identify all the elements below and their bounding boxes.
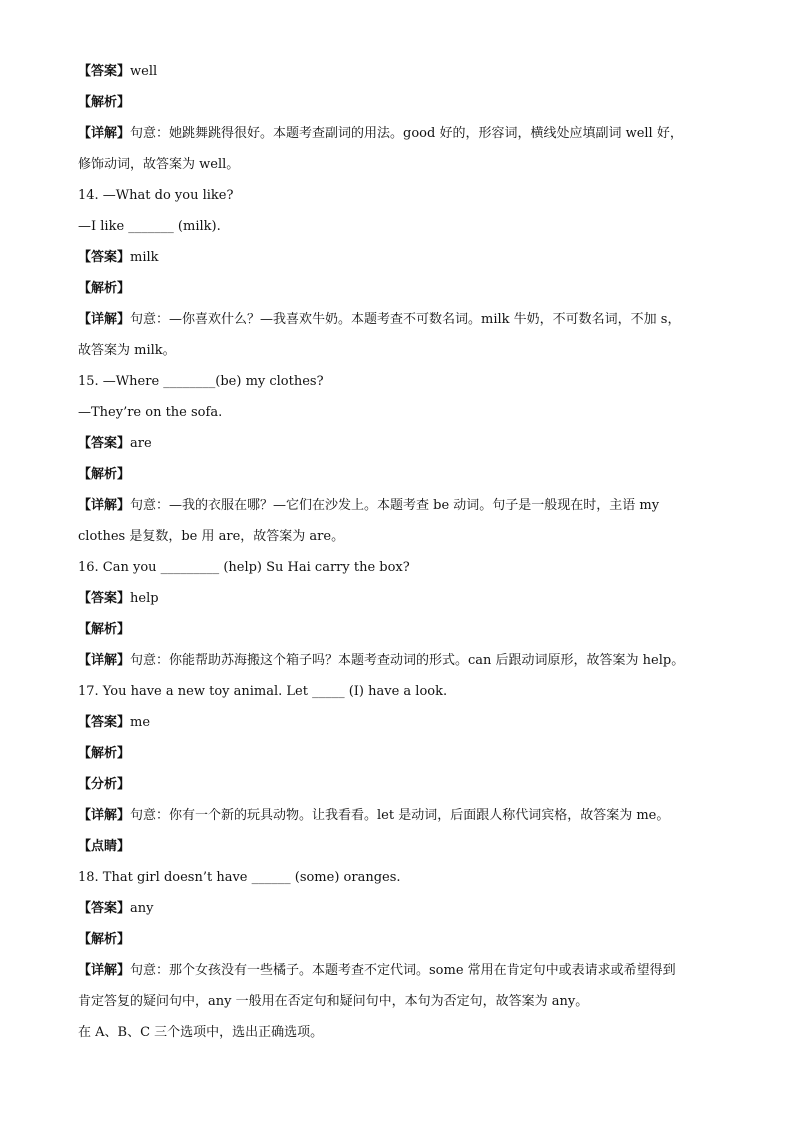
analysis-line (78, 742, 718, 773)
analysis-tag: 【解析】 (78, 95, 131, 110)
answer-text: any (130, 901, 154, 916)
question-text: 15. —Where ________(be) my clothes? (78, 374, 324, 389)
section-instruction-text: 在 A、B、C 三个选项中，选出正确选项。 (78, 1025, 324, 1040)
question-line (78, 215, 718, 246)
text-line (78, 153, 718, 184)
question-line (78, 401, 718, 432)
answer-tag: 【答案】 (78, 591, 131, 606)
answer-text: are (130, 436, 152, 451)
explanation-text: 句意：你能帮助苏海搬这个箱子吗？本题考查动词的形式。can 后跟动词原形，故答案为 help。 (130, 653, 685, 668)
question-line (78, 680, 718, 711)
explanation-line (78, 959, 718, 990)
analysis-tag: 【解析】 (78, 622, 131, 637)
explanation-line (78, 122, 718, 153)
answer-line (78, 587, 718, 618)
answer-line (78, 711, 718, 742)
question-text: —They’re on the sofa. (78, 405, 223, 420)
explanation-tag: 【详解】 (78, 963, 131, 978)
answer-text: me (130, 715, 151, 730)
analysis-tag: 【解析】 (78, 467, 131, 482)
key-point-line (78, 835, 718, 866)
explanation-tag: 【详解】 (78, 126, 131, 141)
explanation-line (78, 804, 718, 835)
analysis-tag: 【解析】 (78, 932, 131, 947)
explanation-tag: 【详解】 (78, 498, 131, 513)
answer-line (78, 60, 718, 91)
answer-line (78, 897, 718, 928)
line-text: 修饰动词，故答案为 well。 (78, 157, 240, 172)
breakdown-line (78, 773, 718, 804)
text-line (78, 339, 718, 370)
explanation-tag: 【详解】 (78, 312, 131, 327)
analysis-line (78, 618, 718, 649)
analysis-tag: 【解析】 (78, 281, 131, 296)
line-text: 肯定答复的疑问句中，any 一般用在否定句和疑问句中，本句为否定句，故答案为 any。 (78, 994, 589, 1009)
answer-tag: 【答案】 (78, 901, 131, 916)
question-line (78, 556, 718, 587)
analysis-line (78, 91, 718, 122)
answer-tag: 【答案】 (78, 715, 131, 730)
answer-text: milk (130, 250, 159, 265)
explanation-line (78, 649, 718, 680)
explanation-tag: 【详解】 (78, 653, 131, 668)
answer-tag: 【答案】 (78, 64, 131, 79)
document-page (78, 60, 718, 1052)
explanation-tag: 【详解】 (78, 808, 131, 823)
answer-tag: 【答案】 (78, 436, 131, 451)
analysis-line (78, 277, 718, 308)
explanation-line (78, 494, 718, 525)
explanation-text: 句意：你有一个新的玩具动物。让我看看。let 是动词，后面跟人称代词宾格，故答案为 me。 (130, 808, 670, 823)
question-text: —I like _______ (milk). (78, 219, 221, 234)
question-line (78, 184, 718, 215)
line-text: clothes 是复数，be 用 are，故答案为 are。 (78, 529, 345, 544)
answer-line (78, 432, 718, 463)
explanation-text: 句意：—我的衣服在哪？—它们在沙发上。本题考查 be 动词。句子是一般现在时，主语 my (130, 498, 660, 513)
breakdown-tag: 【分析】 (78, 777, 131, 792)
question-text: 14. —What do you like? (78, 188, 234, 203)
question-line (78, 866, 718, 897)
key-point-tag: 【点睛】 (78, 839, 131, 854)
answer-tag: 【答案】 (78, 250, 131, 265)
text-line (78, 990, 718, 1021)
explanation-text: 句意：她跳舞跳得很好。本题考查副词的用法。good 好的，形容词，横线处应填副词 well 好， (130, 126, 683, 141)
analysis-tag: 【解析】 (78, 746, 131, 761)
text-line (78, 525, 718, 556)
answer-text: well (130, 64, 158, 79)
answer-line (78, 246, 718, 277)
line-text: 故答案为 milk。 (78, 343, 176, 358)
question-line (78, 370, 718, 401)
explanation-text: 句意：—你喜欢什么？—我喜欢牛奶。本题考查不可数名词。milk 牛奶，不可数名词，不加 s， (130, 312, 681, 327)
question-text: 18. That girl doesn’t have ______ (some) oranges. (78, 870, 401, 885)
explanation-line (78, 308, 718, 339)
explanation-text: 句意：那个女孩没有一些橘子。本题考查不定代词。some 常用在肯定句中或表请求或希望得到 (130, 963, 676, 978)
answer-text: help (130, 591, 159, 606)
question-text: 17. You have a new toy animal. Let _____ (I) have a look. (78, 684, 448, 699)
section-instruction-line (78, 1021, 718, 1052)
analysis-line (78, 463, 718, 494)
analysis-line (78, 928, 718, 959)
question-text: 16. Can you _________ (help) Su Hai carry the box? (78, 560, 410, 575)
